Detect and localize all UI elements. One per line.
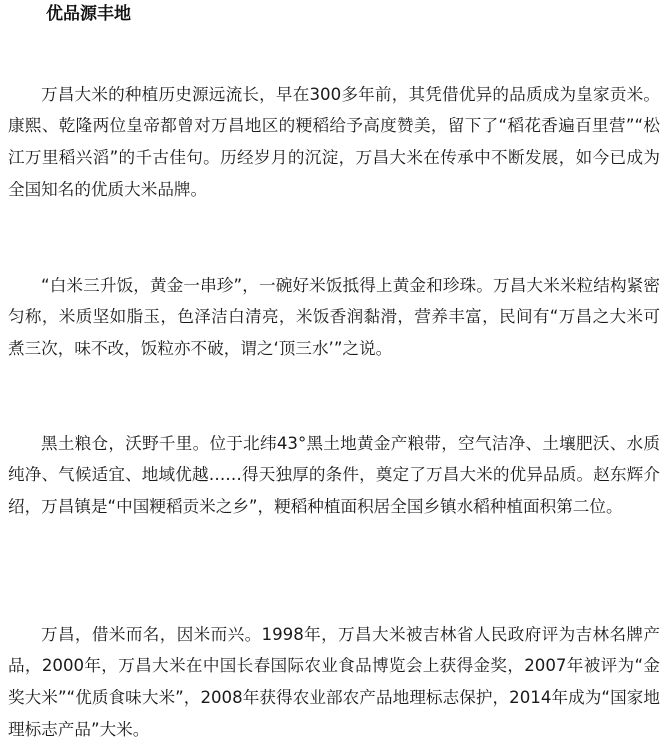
paragraph-quality: “白米三升饭，黄金一串珍”，一碗好米饭抵得上黄金和珍珠。万昌大米米粒结构紧密匀称，米质坚如脂玉，色泽洁白清亮，米饭香润黏滑，营养丰富，民间有“万昌之大米可煮三次，味不改，饭粒亦不破，谓之‘顶三水’”之说。: [8, 275, 660, 358]
paragraph-history: 万昌大米的种植历史源远流长，早在300多年前，其凭借优异的品质成为皇家贡米。康熙、乾隆两位皇帝都曾对万昌地区的粳稻给予高度赞美，留下了“稻花香遍百里营”“松江万里稻兴滔”的千古佳句。历经岁月的沉淀，万昌大米在传承中不断发展，如今已成为全国知名的优质大米品牌。: [8, 84, 660, 199]
paragraph-awards: 万昌，借米而名，因米而兴。1998年，万昌大米被吉林省人民政府评为吉林名牌产品，2000年，万昌大米在中国长春国际农业食品博览会上获得金奖，2007年被评为“金奖大米”“优质食味大米”，2008年获得农业部农产品地理标志保护，2014年成为“国家地理标志产品”大米。: [8, 624, 660, 739]
article-heading: 优品源丰地: [46, 4, 131, 24]
paragraph-origin: 黑土粮仓，沃野千里。位于北纬43°黑土地黄金产粮带，空气洁净、土壤肥沃、水质纯净、气候适宜、地域优越……得天独厚的条件，奠定了万昌大米的优异品质。赵东辉介绍，万昌镇是“中国粳稻贡米之乡”，粳稻种植面积居全国乡镇水稻种植面积第二位。: [8, 433, 660, 516]
